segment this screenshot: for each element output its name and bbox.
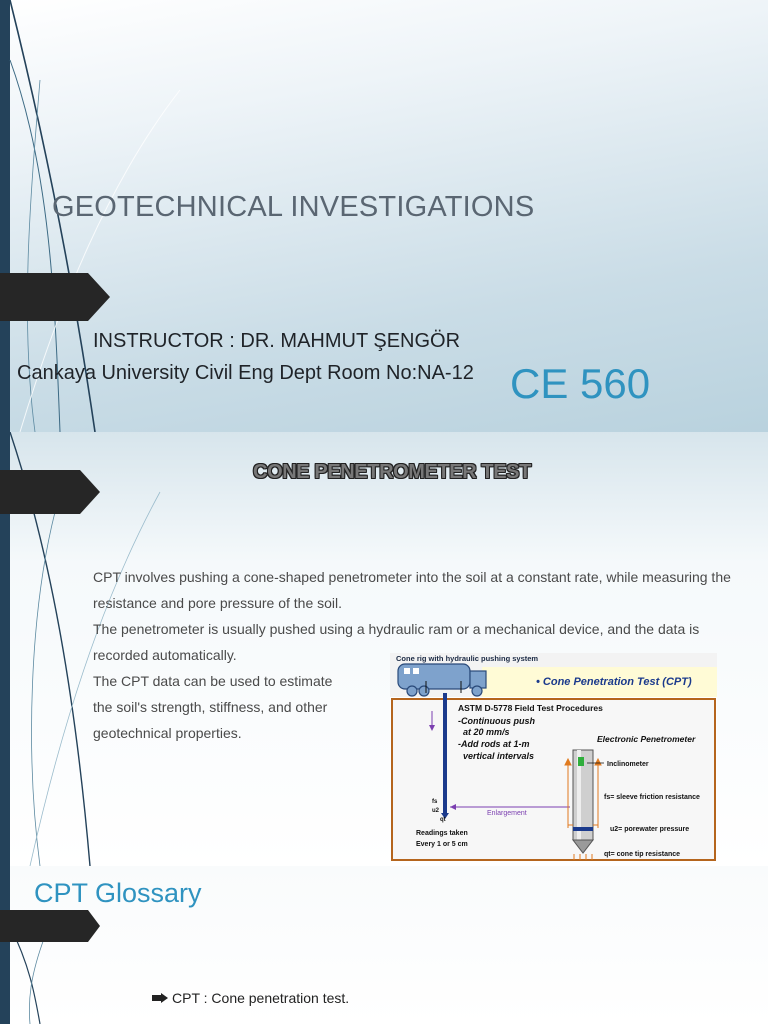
arrow-bullet-icon (152, 993, 170, 1003)
paragraph: CPT involves pushing a cone-shaped penetrometer into the soil at a constant rate, while measuring the resistance and pore pressure of the soil. (93, 569, 731, 611)
porewater-label: u2= porewater pressure (610, 826, 690, 833)
section-tab-shape (0, 273, 110, 321)
paragraph: The penetrometer is usually pushed using a hydraulic ram or a mechanical device, and the data is recorded automatically. (93, 621, 700, 663)
presentation-title: GEOTECHNICAL INVESTIGATIONS (52, 191, 535, 223)
fs-label: fs (432, 799, 438, 805)
qt-label: qt (440, 817, 446, 823)
slide-title (0, 0, 768, 432)
test-name: • Cone Penetration Test (CPT) (536, 676, 692, 688)
procedure-line: vertical intervals (463, 751, 535, 761)
slide-glossary (0, 866, 768, 1024)
slide-heading: CONE PENETROMETER TEST (253, 461, 531, 483)
paragraph: The CPT data can be used to estimate the soil's strength, stiffness, and other geotechnical properties. (93, 673, 333, 741)
procedure-title: ASTM D-5778 Field Test Procedures (458, 703, 603, 713)
enlargement-label: Enlargement (487, 810, 527, 817)
instructor-line: INSTRUCTOR : DR. MAHMUT ŞENGÖR (93, 330, 461, 352)
sleeve-friction-label: fs= sleeve friction resistance (604, 794, 700, 801)
cpt-diagram (390, 653, 717, 862)
penetrometer-icon (573, 750, 593, 853)
slide-cpt (0, 432, 768, 866)
procedure-line: at 20 mm/s (463, 727, 510, 737)
glossary-term: CPT : Cone penetration test. (172, 990, 350, 1006)
cone-tip-label: qt= cone tip resistance (604, 851, 681, 858)
readings-line: Readings taken (416, 830, 468, 837)
glossary-heading: CPT Glossary (34, 878, 202, 908)
rig-caption: Cone rig with hydraulic pushing system (396, 654, 539, 663)
readings-line: Every 1 or 5 cm (416, 841, 468, 848)
u2-label: u2 (432, 808, 440, 814)
inclinometer-label: Inclinometer (607, 761, 649, 768)
procedure-line: -Continuous push (458, 716, 535, 726)
procedure-line: -Add rods at 1-m (458, 739, 530, 749)
course-code: CE 560 (510, 360, 651, 407)
list-item (152, 990, 349, 1006)
university-line: Cankaya University Civil Eng Dept Room No:NA-12 (17, 362, 474, 384)
section-tab-shape (0, 910, 110, 942)
penetrometer-label: Electronic Penetrometer (597, 734, 696, 744)
